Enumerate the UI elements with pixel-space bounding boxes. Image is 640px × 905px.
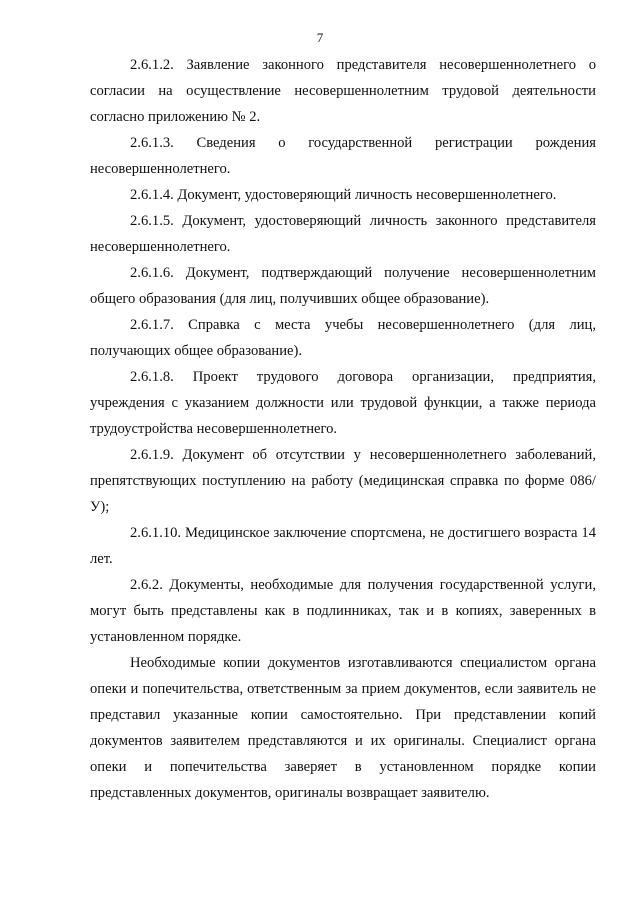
paragraph-2-6-1-10: 2.6.1.10. Медицинское заключение спортсмена, не достигшего возраста 14 лет. xyxy=(90,525,596,567)
paragraph-2-6-2: 2.6.2. Документы, необходимые для получения государственной услуги, могут быть представлены как в подлинниках, так и в копиях, заверенных в установленном порядке. xyxy=(90,577,596,645)
paragraph-copies: Необходимые копии документов изготавливаются специалистом органа опеки и попечительства, ответственным за прием документов, если заявитель не представил указанные копии самостоятельно. При представлении копий документов заявителем представляются и их оригиналы. Специалист органа опеки и попечительства заверяет в установленном порядке копии представленных документов, оригиналы возвращает заявителю. xyxy=(90,655,596,801)
paragraph-2-6-1-5: 2.6.1.5. Документ, удостоверяющий личность законного представителя несовершеннолетнего. xyxy=(90,213,596,255)
paragraph-2-6-1-8: 2.6.1.8. Проект трудового договора организации, предприятия, учреждения с указанием должности или трудовой функции, а также периода трудоустройства несовершеннолетнего. xyxy=(90,369,596,437)
paragraph-2-6-1-9: 2.6.1.9. Документ об отсутствии у несовершеннолетнего заболеваний, препятствующих поступлению на работу (медицинская справка по форме 086/У); xyxy=(90,447,596,515)
paragraph-2-6-1-3: 2.6.1.3. Сведения о государственной регистрации рождения несовершеннолетнего. xyxy=(90,135,596,177)
paragraph-2-6-1-4: 2.6.1.4. Документ, удостоверяющий личность несовершеннолетнего. xyxy=(130,187,557,203)
document-body xyxy=(90,52,596,806)
paragraph-2-6-1-6: 2.6.1.6. Документ, подтверждающий получение несовершеннолетним общего образования (для лиц, получивших общее образование). xyxy=(90,265,596,307)
paragraph-2-6-1-2: 2.6.1.2. Заявление законного представителя несовершеннолетнего о согласии на осуществление несовершеннолетним трудовой деятельности согласно приложению № 2. xyxy=(90,57,596,125)
paragraph-2-6-1-7: 2.6.1.7. Справка с места учебы несовершеннолетнего (для лиц, получающих общее образование). xyxy=(90,317,596,359)
page-number: 7 xyxy=(316,30,324,45)
